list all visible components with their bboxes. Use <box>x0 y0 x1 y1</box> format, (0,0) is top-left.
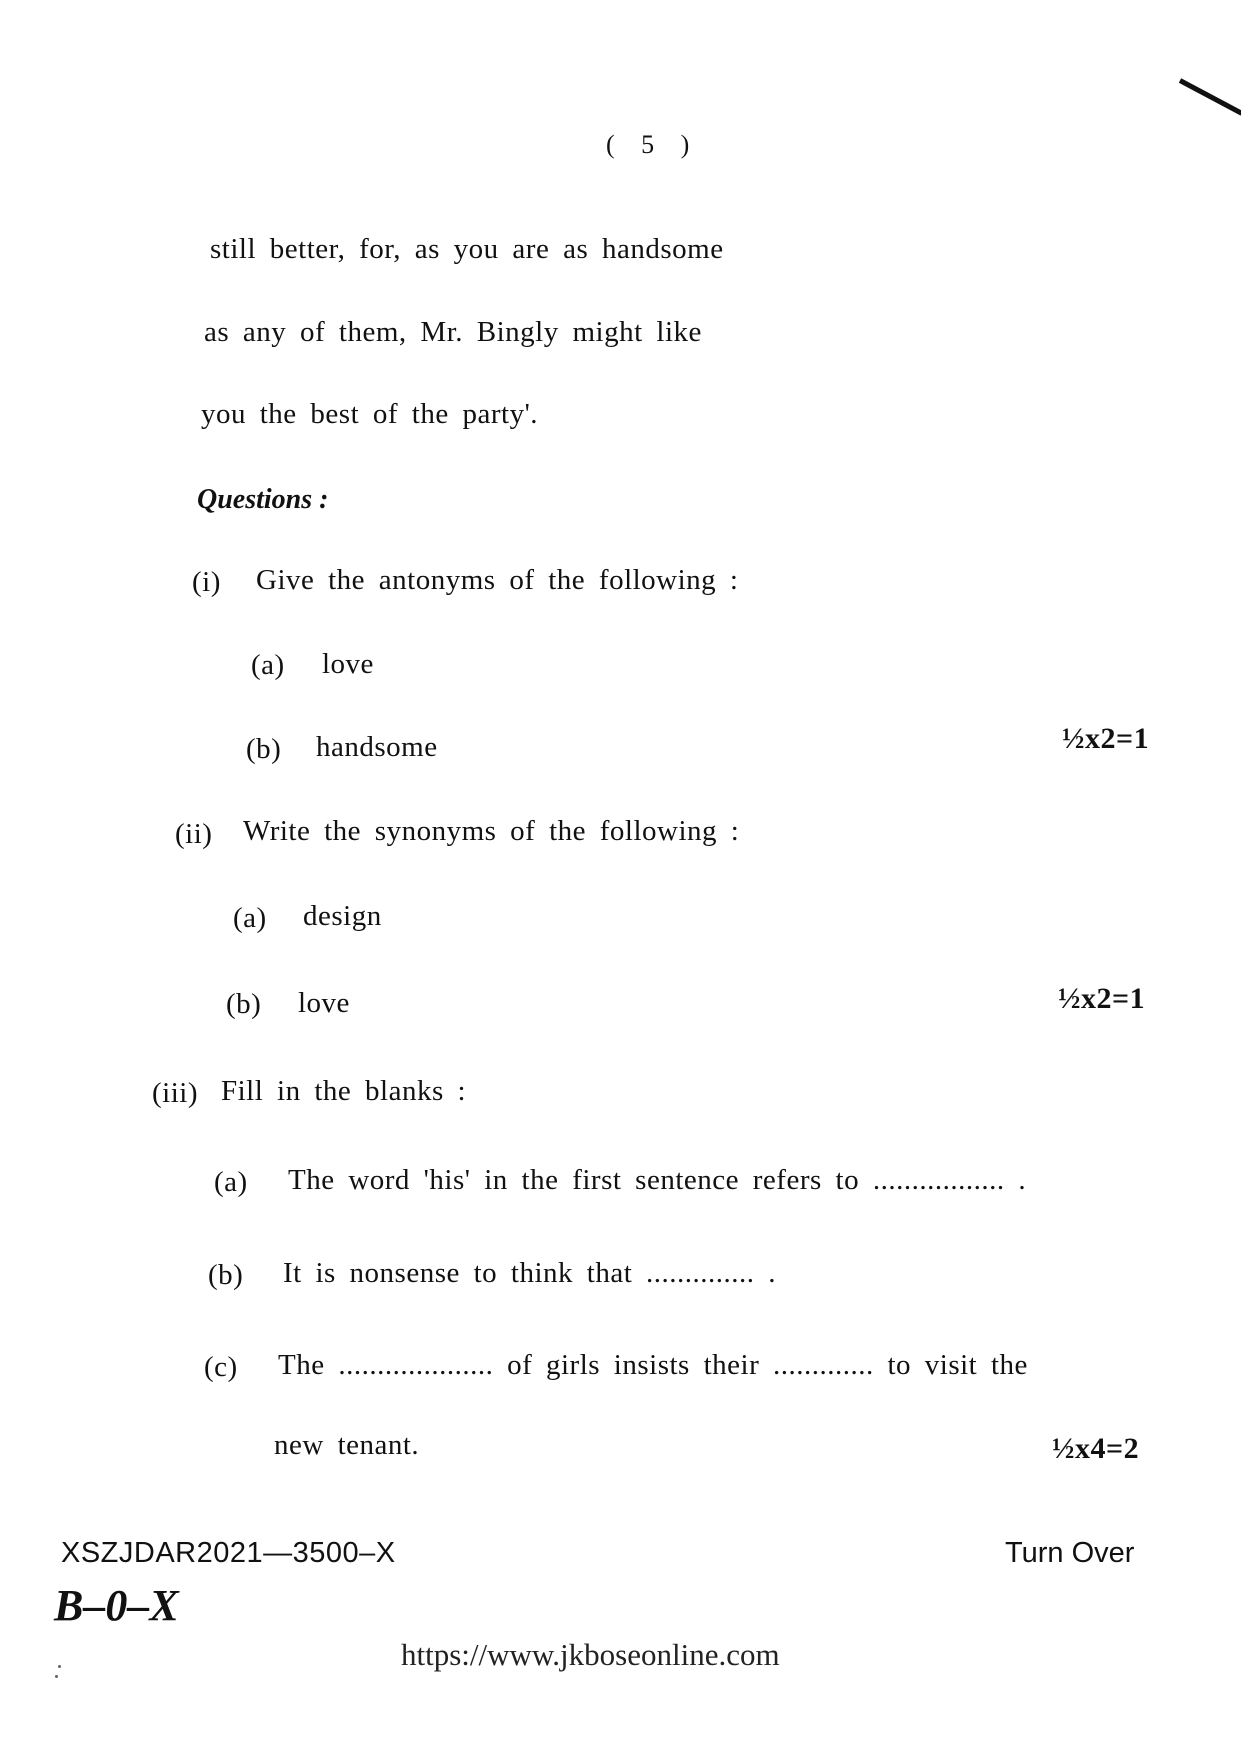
scan-speck <box>58 1665 61 1668</box>
question-number: (ii) <box>175 818 213 850</box>
marks-label: ½x2=1 <box>1062 722 1150 755</box>
marks-label: ½x4=2 <box>1052 1432 1140 1465</box>
item-text: The .................... of girls insists their ............. to visit the <box>278 1349 1028 1381</box>
marks-label: ½x2=1 <box>1058 982 1146 1015</box>
item-text: design <box>303 900 382 932</box>
item-label: (a) <box>233 902 267 934</box>
item-continuation: new tenant. <box>274 1429 420 1461</box>
page-number: ( 5 ) <box>606 130 700 159</box>
turn-over-label: Turn Over <box>1005 1537 1135 1569</box>
item-text: love <box>322 648 374 680</box>
scan-speck <box>55 1675 58 1678</box>
set-code: B–0–X <box>54 1581 179 1630</box>
item-text: The word 'his' in the first sentence refers to ................. . <box>288 1164 1027 1196</box>
item-label: (b) <box>226 988 262 1020</box>
passage-line: as any of them, Mr. Bingly might like <box>204 316 702 348</box>
item-label: (b) <box>208 1259 244 1291</box>
item-label: (a) <box>214 1166 248 1198</box>
item-label: (b) <box>246 733 282 765</box>
questions-heading: Questions : <box>197 484 329 515</box>
item-label: (c) <box>204 1351 238 1383</box>
item-text: handsome <box>316 731 438 763</box>
website-url[interactable]: https://www.jkboseonline.com <box>401 1637 780 1672</box>
corner-scan-mark <box>1179 78 1241 115</box>
passage-line: still better, for, as you are as handsome <box>210 233 724 265</box>
passage-line: you the best of the party'. <box>201 398 539 430</box>
item-text: love <box>298 987 350 1019</box>
question-text: Fill in the blanks : <box>221 1075 467 1107</box>
question-text: Give the antonyms of the following : <box>256 564 739 596</box>
question-number: (iii) <box>152 1077 198 1109</box>
item-label: (a) <box>251 649 285 681</box>
question-number: (i) <box>192 566 221 598</box>
item-text: It is nonsense to think that .............. . <box>283 1257 777 1289</box>
question-text: Write the synonyms of the following : <box>243 815 740 847</box>
paper-code: XSZJDAR2021—3500–X <box>61 1537 396 1569</box>
